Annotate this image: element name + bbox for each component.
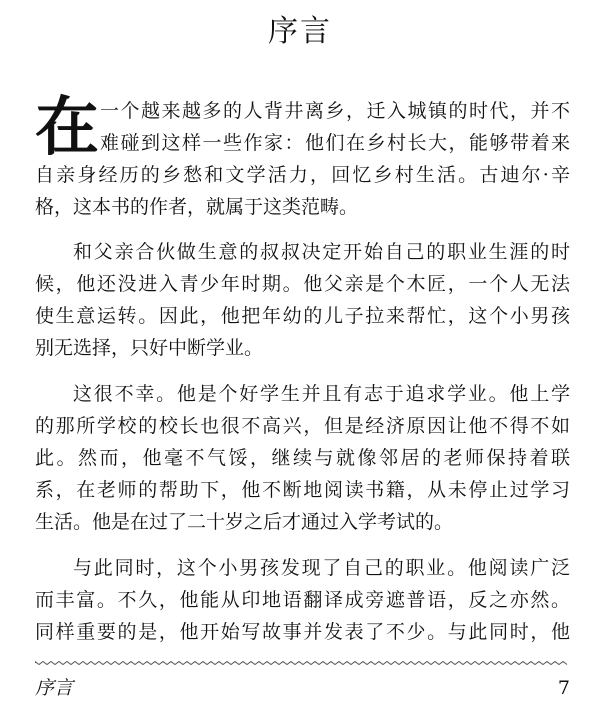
text-line: 使生意运转。因此，他把年幼的儿子拉来帮忙，这个小男孩: [35, 305, 570, 327]
text-line: 一个越来越多的人背井离乡，迁入城镇的时代，并不: [100, 100, 570, 122]
paragraph-2: [35, 224, 570, 366]
page-title: 序言: [268, 14, 332, 49]
footer-running-title: 序言: [35, 677, 74, 699]
text-line: 和父亲合伙做生意的叔叔决定开始自己的职业生涯的时: [73, 241, 570, 263]
text-line: 生活。他是在过了二十岁之后才通过入学考试的。: [35, 511, 454, 533]
paragraph-4: [35, 540, 570, 650]
text-line: 的那所学校的校长也很不高兴，但是经济原因让他不得不如: [35, 415, 570, 437]
text-line: 格，这本书的作者，就属于这类范畴。: [35, 196, 359, 218]
text-line: 别无选择，只好中断学业。: [35, 337, 264, 359]
text-line: 同样重要的是，他开始写故事并发表了不少。与此同时，他: [35, 621, 570, 643]
text-line: 与此同时，这个小男孩发现了自己的职业。他阅读广泛: [73, 557, 570, 579]
text-line: 而丰富。不久，他能从印地语翻译成旁遮普语，反之亦然。: [35, 589, 570, 611]
text-line: 候，他还没进入青少年时期。他父亲是个木匠，一个人无法: [35, 273, 570, 295]
text-line: 系，在老师的帮助下，他不断地阅读书籍，从未停止过学习: [35, 479, 570, 501]
text-line: 难碰到这样一些作家：他们在乡村长大，能够带着来: [100, 132, 570, 154]
footer-wavy-rule: [35, 660, 570, 666]
paragraph-3: [35, 366, 570, 540]
text-line: 此。然而，他毫不气馁，继续与就像邻居的老师保持着联: [35, 447, 570, 469]
text-line: 自亲身经历的乡愁和文学活力，回忆乡村生活。古迪尔·辛: [35, 164, 570, 186]
body-text: [35, 90, 570, 650]
drop-cap: 在: [35, 90, 99, 165]
paragraph-1: [35, 90, 570, 224]
text-line: 这很不幸。他是个好学生并且有志于追求学业。他上学: [73, 383, 570, 405]
footer-page-number: 7: [557, 677, 570, 699]
